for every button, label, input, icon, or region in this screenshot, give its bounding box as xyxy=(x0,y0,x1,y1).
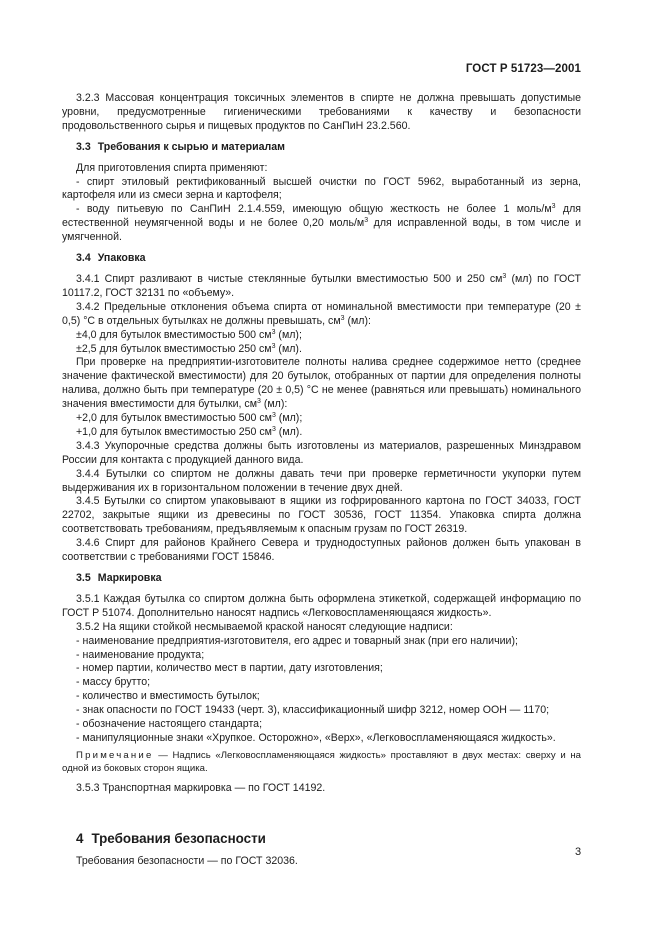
list-item: +1,0 для бутылок вместимостью 250 $см^3$ (мл). xyxy=(76,425,303,438)
note xyxy=(62,750,581,776)
page-number: 3 xyxy=(575,846,582,858)
section-heading-4 xyxy=(62,830,581,848)
paragraph-3-5-3: 3.5.3 Транспортная маркировка — по ГОСТ 14192. xyxy=(76,782,326,795)
list-item: ±4,0 для бутылок вместимостью 500 $см^3$ (мл); xyxy=(76,328,302,341)
section-title: Упаковка xyxy=(97,252,146,265)
list-item: - манипуляционные знаки «Хрупкое. Осторожно», «Верх», «Легковоспламеняющаяся жидкость». xyxy=(76,731,556,744)
section-number: 3.4 xyxy=(76,252,91,265)
document-body xyxy=(62,92,581,869)
paragraph-3-4-1: 3.4.1 Спирт разливают в чистые стеклянные бутылки вместимостью 500 и 250 $см^3$ (мл) по ГОСТ 10117.2, ГОСТ 32131 по «объему». xyxy=(62,272,581,299)
note-label: Примечание xyxy=(76,749,154,761)
list-item: - наименование предприятия-изготовителя, его адрес и товарный знак (при его наличии); xyxy=(76,634,518,647)
document-header: ГОСТ Р 51723—2001 xyxy=(465,63,581,75)
section-heading-3-4 xyxy=(62,252,581,266)
list-item: - количество и вместимость бутылок; xyxy=(76,690,260,703)
section-title: Требования безопасности xyxy=(91,831,266,847)
section-number: 3.3 xyxy=(76,140,91,153)
list-item: - воду питьевую по СанПиН 2.1.4.559, имеющую общую жесткость не более 1 моль/$м^3$ для естественной неумягченной воды и не более 0,20 моль/$м^3$ для исправленной воды, в том числе и умягченной. xyxy=(62,203,582,244)
section-number: 4 xyxy=(76,831,84,847)
paragraph-3-5-1: 3.5.1 Каждая бутылка со спиртом должна быть оформлена этикеткой, содержащей информацию по ГОСТ Р 51074. Дополнительно наносят надпись «Легковоспламеняющаяся жидкость». xyxy=(62,592,581,619)
paragraph-3-4-3: 3.4.3 Укупорочные средства должны быть изготовлены из материалов, разрешенных Минздравом России для контакта с продукцией данного вида. xyxy=(62,439,581,466)
paragraph-3-5-2: 3.5.2 На ящики стойкой несмываемой краской наносят следующие надписи: xyxy=(76,620,453,633)
list-item: +2,0 для бутылок вместимостью 500 $см^3$ (мл); xyxy=(76,412,303,425)
section-heading-3-3 xyxy=(62,141,581,155)
list-item: - номер партии, количество мест в партии, дату изготовления; xyxy=(76,662,383,675)
note-text: — Надпись «Легковоспламеняющаяся жидкость» проставляют в двух местах: сверху и на одной из боковых сторон ящика. xyxy=(62,749,581,774)
list-item: - знак опасности по ГОСТ 19433 (черт. 3), классификационный шифр 3212, номер ООН — 1170; xyxy=(76,704,550,717)
list-item: - спирт этиловый ректификованный высшей очистки по ГОСТ 5962, выработанный из зерна, картофеля или из смеси зерна и картофеля; xyxy=(62,175,581,202)
paragraph-4: Требования безопасности — по ГОСТ 32036. xyxy=(76,855,298,868)
paragraph-3-3-intro: Для приготовления спирта применяют: xyxy=(76,161,268,174)
section-number: 3.5 xyxy=(76,572,91,584)
list-item: ±2,5 для бутылок вместимостью 250 $см^3$ (мл). xyxy=(76,342,302,355)
paragraph-3-4-5: 3.4.5 Бутылки со спиртом упаковывают в ящики из гофрированного картона по ГОСТ 34033, ГОСТ 22702, закрытые ящики из древесины по ГОСТ 30536, ГОСТ 11354. Упаковка спирта должна соответствовать требованиям, предъявляемым к опасным грузам по ГОСТ 26319. xyxy=(62,495,581,536)
paragraph-3-4-2-cont: При проверке на предприятии-изготовителе полноты налива среднее содержимое нетто (среднее значение фактической вместимости) для 20 бутылок, отобранных от партии для определения полноты налива, должно быть при температуре (20 ± 0,5) °С не менее (равняться или превышать) номинального значения вместимости для бутылки, $см^3$ (мл): xyxy=(62,356,581,411)
paragraph-3-2-3: 3.2.3 Массовая концентрация токсичных элементов в спирте не должна превышать допустимые уровни, предусмотренные гигиеническими требованиями к качеству и безопасности продовольственного сырья и пищевых продуктов по СанПиН 23.2.560. xyxy=(62,92,581,132)
paragraph-3-4-4: 3.4.4 Бутылки со спиртом не должны давать течи при проверке герметичности укупорки путем выдерживания их в горизонтальном положении в течение двух дней. xyxy=(62,467,581,494)
paragraph-3-4-6: 3.4.6 Спирт для районов Крайнего Севера и труднодоступных районов должен быть упакован в соответствии с требованиями ГОСТ 15846. xyxy=(62,537,581,564)
list-item: - наименование продукта; xyxy=(76,648,205,661)
section-title: Маркировка xyxy=(97,572,162,584)
section-title: Требования к сырью и материалам xyxy=(97,140,285,153)
paragraph-3-4-2: 3.4.2 Предельные отклонения объема спирта от номинальной вместимости при температуре (20 ± 0,5) °С в отдельных бутылках не должны превышать, $см^3$ (мл): xyxy=(62,300,581,327)
list-item: - массу брутто; xyxy=(76,676,151,689)
section-heading-3-5 xyxy=(62,572,581,586)
list-item: - обозначение настоящего стандарта; xyxy=(76,718,263,731)
